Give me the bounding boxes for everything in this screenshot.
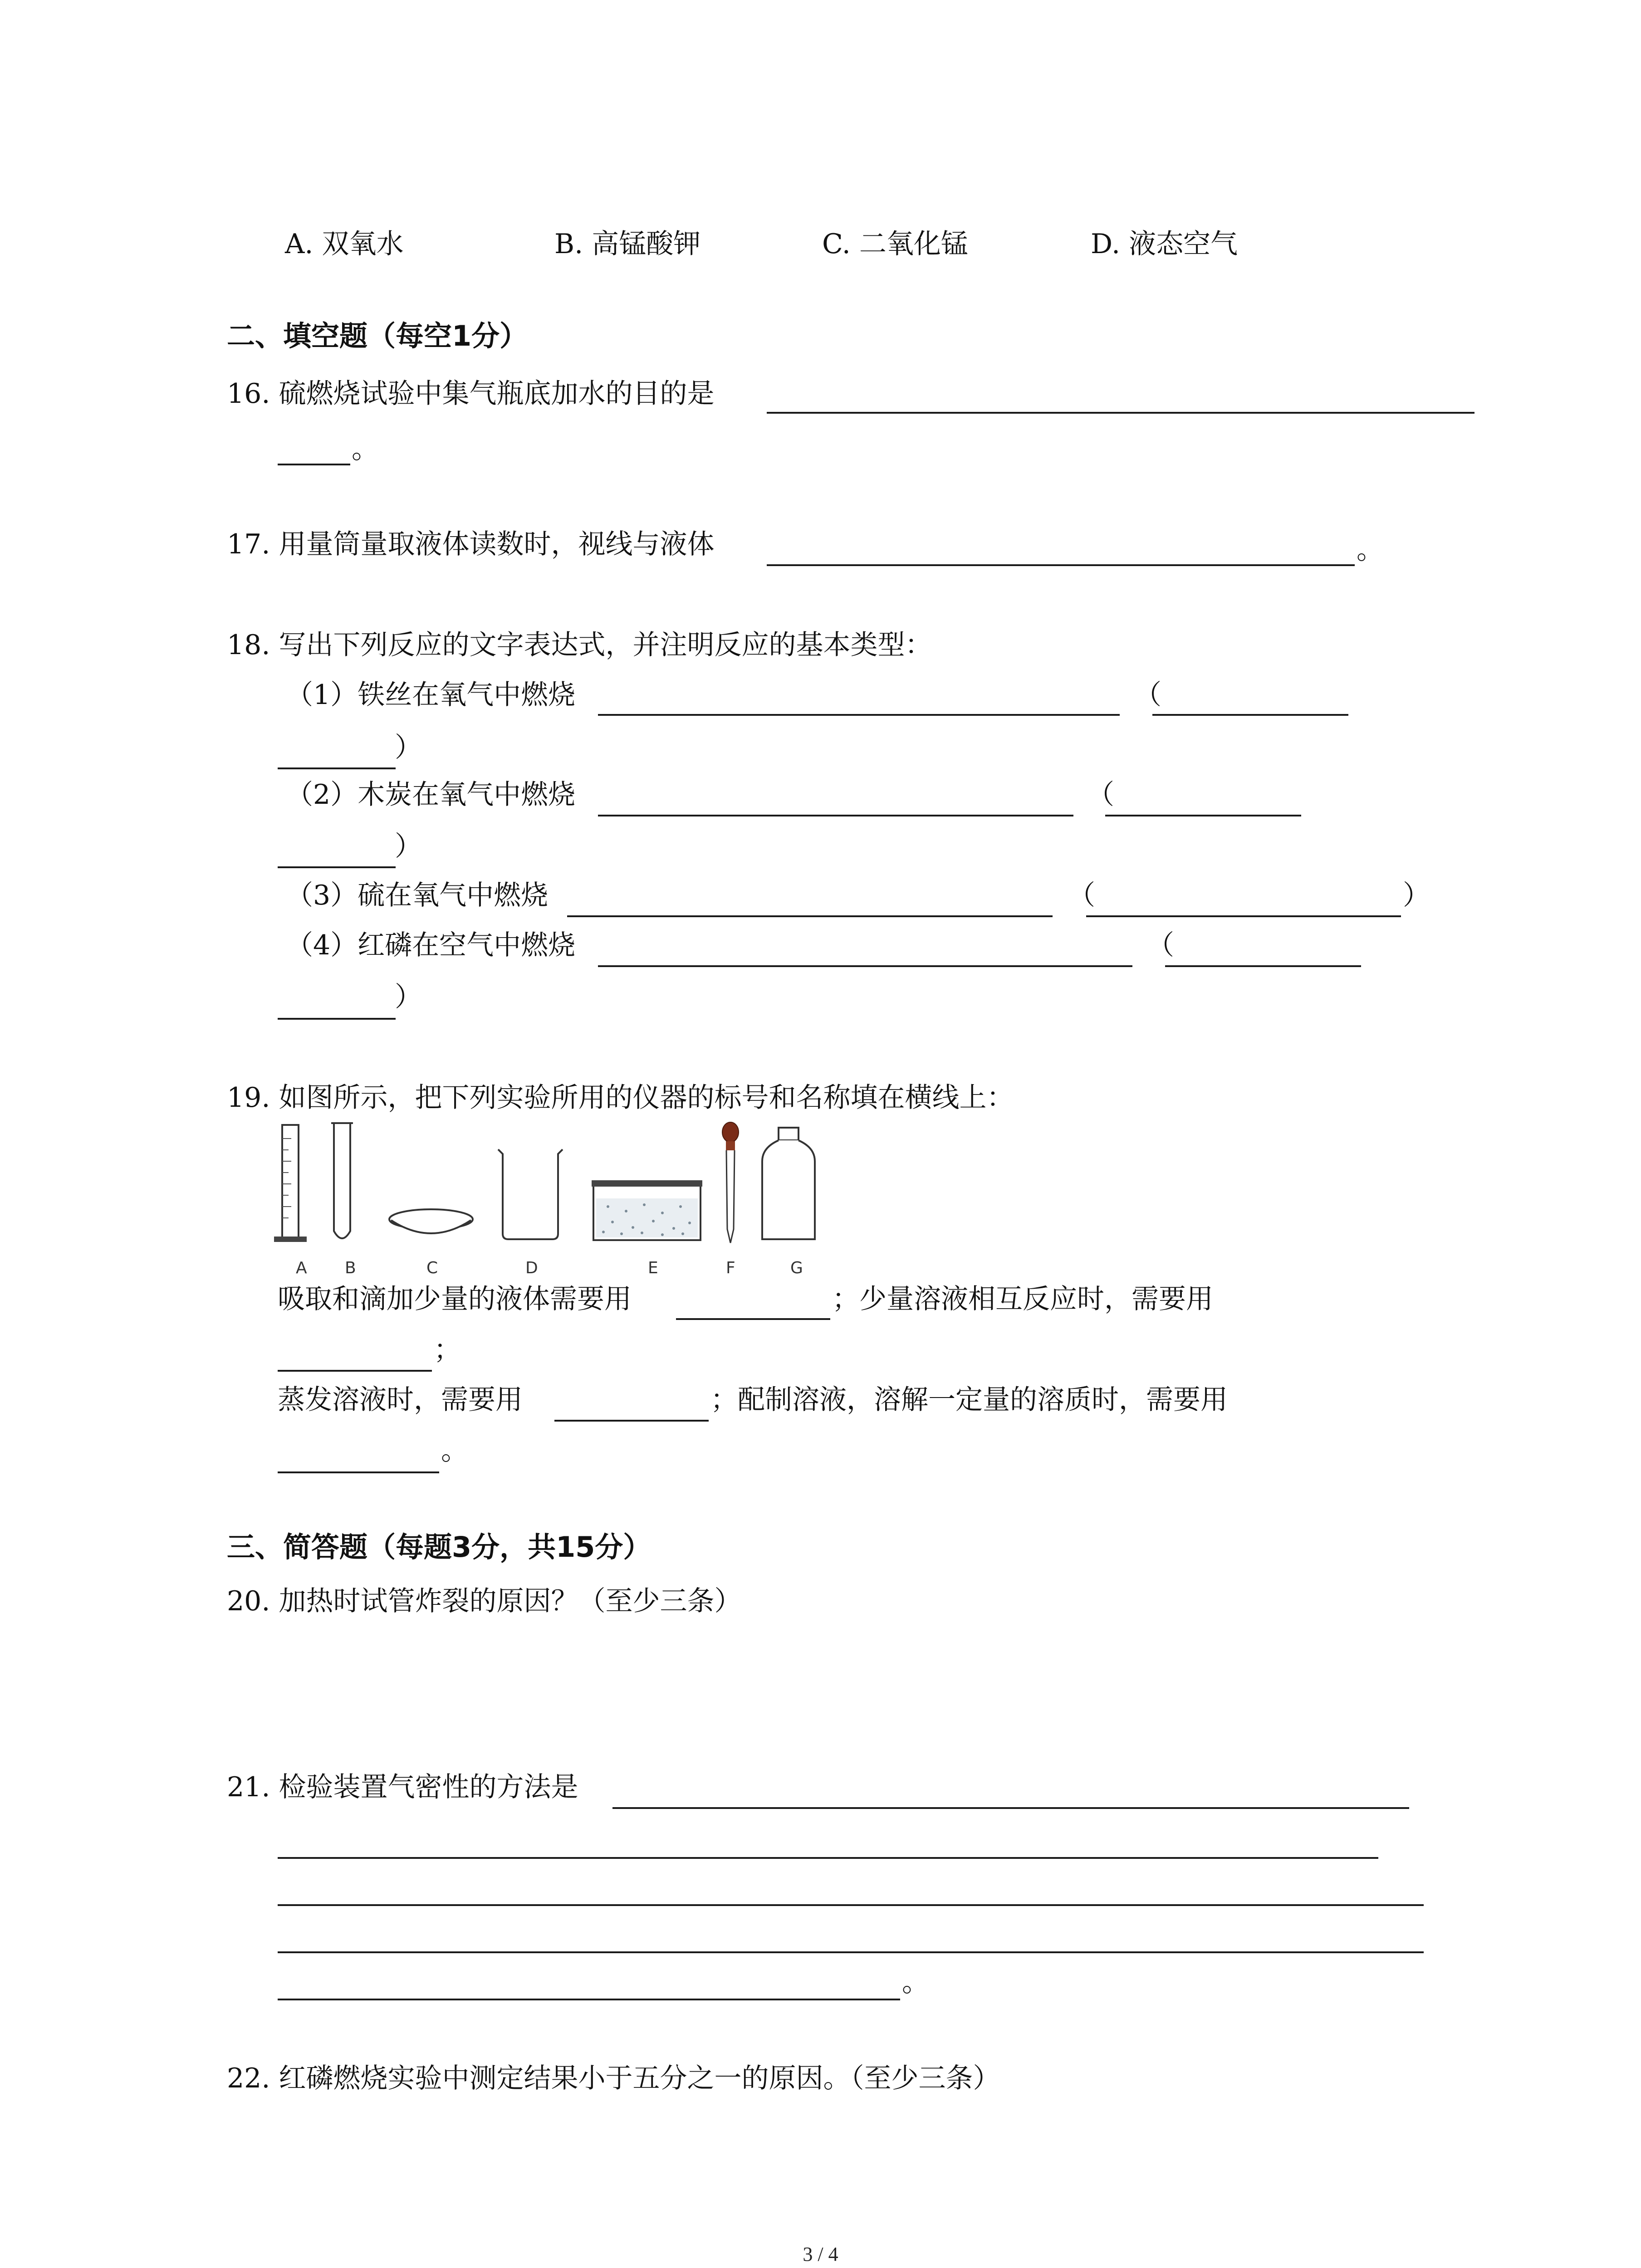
apparatus-label-e: E [648, 1259, 658, 1277]
q21-end: 。 [902, 1966, 929, 1998]
q17-end: 。 [1357, 534, 1384, 566]
q18-4-type-blank-a[interactable] [1165, 965, 1361, 967]
apparatus-label-b: B [345, 1259, 356, 1277]
q18-item-3: （3）硫在氧气中燃烧 [286, 880, 549, 911]
q18-2-open-paren: （ [1087, 779, 1114, 811]
q16-blank-1[interactable] [767, 412, 1474, 414]
q21-answer-line-5[interactable] [278, 1999, 900, 2000]
apparatus-label-a: A [296, 1259, 307, 1277]
q18-item-4: （4）红磷在空气中燃烧 [286, 929, 576, 961]
q18-1-open-paren: （ [1134, 679, 1161, 711]
q21-answer-line-1[interactable] [612, 1807, 1409, 1809]
q18-text: 18. 写出下列反应的文字表达式，并注明反应的基本类型： [227, 629, 932, 661]
q18-1-equation-blank[interactable] [598, 714, 1120, 716]
q18-item-2: （2）木炭在氧气中燃烧 [286, 779, 576, 811]
q19-line3-part2: ；配制溶液，溶解一定量的溶质时，需要用 [710, 1384, 1228, 1416]
water-trough-icon [592, 1180, 702, 1240]
q15-option-c: C. 二氧化锰 [822, 228, 968, 260]
q18-3-open-paren: （ [1068, 880, 1095, 911]
lab-apparatus-figure [272, 1120, 844, 1247]
section3-title: 三、简答题（每题3分，共15分） [227, 1530, 652, 1564]
q18-4-type-blank-b[interactable] [278, 1018, 396, 1020]
q15-option-b: B. 高锰酸钾 [554, 228, 701, 260]
evaporating-dish-icon [389, 1209, 473, 1233]
q19-blank-evaporate[interactable] [554, 1420, 709, 1422]
q19-line3-part1: 蒸发溶液时，需要用 [278, 1384, 523, 1416]
page-number: 3 / 4 [803, 2243, 838, 2265]
q18-2-type-blank-b[interactable] [278, 866, 396, 868]
apparatus-label-f: F [726, 1259, 735, 1277]
q20-text: 20. 加热时试管炸裂的原因？（至少三条） [227, 1585, 742, 1617]
q18-4-open-paren: （ [1147, 929, 1174, 961]
q18-item-1: （1）铁丝在氧气中燃烧 [286, 679, 576, 711]
q21-answer-line-2[interactable] [278, 1857, 1378, 1859]
q19-blank-test-tube[interactable] [278, 1370, 432, 1372]
q19-line1-part1: 吸取和滴加少量的液体需要用 [278, 1283, 632, 1315]
q17-text: 17. 用量筒量取液体读数时，视线与液体 [227, 528, 715, 560]
section2-title: 二、填空题（每空1分） [227, 319, 528, 352]
dropper-icon [722, 1122, 739, 1243]
q18-4-close-paren: ） [395, 981, 422, 1013]
q19-end: 。 [441, 1435, 468, 1466]
q18-3-equation-blank[interactable] [567, 915, 1053, 917]
test-tube-icon [331, 1123, 353, 1238]
q18-3-type-blank[interactable] [1086, 915, 1401, 917]
q19-line1-part2: ；少量溶液相互反应时，需要用 [832, 1283, 1213, 1315]
apparatus-label-c: C [426, 1259, 438, 1277]
q15-option-a: A. 双氧水 [285, 228, 404, 260]
q21-answer-line-4[interactable] [278, 1951, 1424, 1953]
apparatus-label-d: D [525, 1259, 538, 1277]
q17-blank[interactable] [767, 564, 1355, 566]
q18-1-type-blank-a[interactable] [1152, 714, 1348, 716]
q18-4-equation-blank[interactable] [598, 965, 1132, 967]
beaker-icon [498, 1149, 563, 1239]
q18-1-close-paren: ） [395, 732, 422, 763]
apparatus-label-g: G [790, 1259, 803, 1277]
q22-text: 22. 红磷燃烧实验中测定结果小于五分之一的原因。（至少三条） [227, 2063, 1000, 2094]
q19-text: 19. 如图所示，把下列实验所用的仪器的标号和名称填在横线上： [227, 1082, 1014, 1114]
q16-end: 。 [352, 433, 379, 465]
q15-option-d: D. 液态空气 [1091, 228, 1238, 260]
q18-1-type-blank-b[interactable] [278, 767, 396, 769]
graduated-cylinder-icon [274, 1125, 307, 1242]
q21-text: 21. 检验装置气密性的方法是 [227, 1771, 578, 1803]
q18-3-close-paren: ） [1403, 880, 1430, 911]
q19-blank-dissolve[interactable] [278, 1471, 439, 1473]
q19-blank-dropper[interactable] [676, 1318, 830, 1320]
q18-2-equation-blank[interactable] [598, 815, 1073, 816]
q19-semicolon: ； [434, 1334, 461, 1366]
q16-blank-2[interactable] [278, 464, 350, 465]
q16-text: 16. 硫燃烧试验中集气瓶底加水的目的是 [227, 378, 715, 410]
q18-2-close-paren: ） [395, 831, 422, 862]
q18-2-type-blank-a[interactable] [1105, 815, 1301, 816]
q21-answer-line-3[interactable] [278, 1904, 1424, 1906]
reagent-bottle-icon [762, 1128, 815, 1239]
